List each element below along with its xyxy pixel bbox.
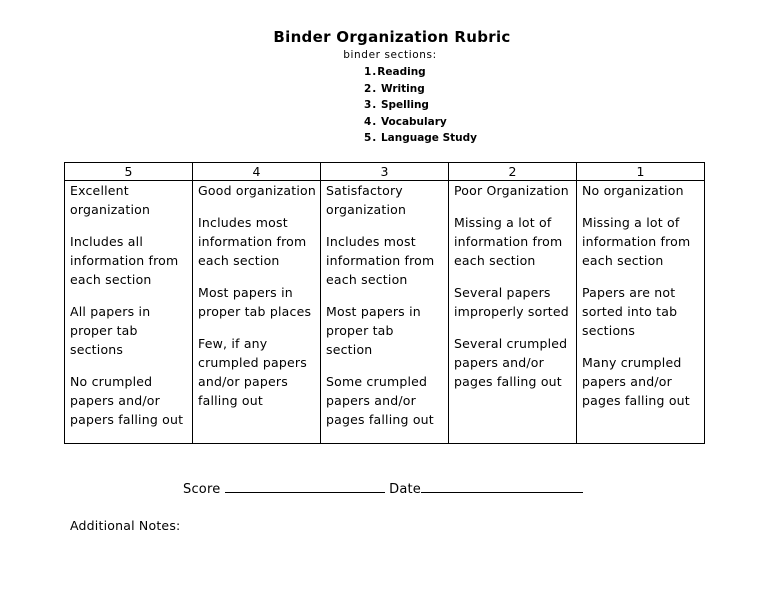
score-header-3: 3 (321, 163, 449, 181)
score-header-1: 1 (577, 163, 705, 181)
criterion-text: Few, if any crumpled papers and/or papers falling out (198, 336, 307, 408)
section-number: 3. (364, 99, 378, 112)
binder-sections-list (364, 64, 477, 147)
section-number: 5. (364, 132, 378, 145)
criterion-text: No organization (582, 183, 684, 198)
criterion-text: Good organization (198, 183, 317, 198)
section-item (364, 114, 477, 131)
section-number: 1. (364, 66, 378, 78)
criterion-text: Several crumpled papers and/or pages falling out (454, 336, 568, 389)
section-name: Spelling (380, 99, 429, 112)
criterion-text: Some crumpled papers and/or pages falling out (326, 374, 434, 427)
criterion-text: Missing a lot of information from each section (582, 215, 691, 268)
criteria-cell-1 (577, 181, 705, 444)
section-item (364, 97, 477, 114)
section-number: 4. (364, 115, 378, 128)
section-item (364, 64, 477, 81)
criterion-text: Missing a lot of information from each section (454, 215, 563, 268)
section-number: 2. (364, 82, 378, 95)
criteria-cell-2 (449, 181, 577, 444)
score-header-4: 4 (193, 163, 321, 181)
additional-notes-label: Additional Notes: (70, 518, 181, 533)
criterion-text: Many crumpled papers and/or pages falling out (582, 355, 690, 408)
criterion-text: No crumpled papers and/or papers falling out (70, 374, 184, 427)
criterion-text: Papers are not sorted into tab sections (582, 285, 678, 338)
score-blank[interactable] (225, 480, 385, 493)
criterion-text: Most papers in proper tab places (198, 285, 312, 319)
rubric-criteria-row (65, 181, 705, 444)
score-header-5: 5 (65, 163, 193, 181)
criterion-text: Includes most information from each section (198, 215, 307, 268)
criterion-text: Several papers improperly sorted (454, 285, 569, 319)
rubric-header-row (65, 163, 705, 181)
score-date-line (183, 480, 583, 497)
section-item (364, 81, 477, 98)
section-name: Vocabulary (380, 115, 447, 128)
criterion-text: Most papers in proper tab section (326, 304, 421, 357)
score-label: Score (183, 482, 221, 497)
rubric-table (64, 162, 705, 444)
criteria-cell-4 (193, 181, 321, 444)
criteria-cell-5 (65, 181, 193, 444)
section-name: Writing (380, 82, 425, 95)
criterion-text: Includes most information from each section (326, 234, 435, 287)
date-label: Date (389, 482, 421, 497)
section-name: Reading (377, 66, 426, 78)
criterion-text: Excellent organization (70, 183, 151, 217)
criterion-text: Poor Organization (454, 183, 569, 198)
criterion-text: Includes all information from each section (70, 234, 179, 287)
date-blank[interactable] (421, 480, 583, 493)
document-title: Binder Organization Rubric (273, 28, 511, 46)
score-header-2: 2 (449, 163, 577, 181)
sections-subtitle: binder sections: (343, 49, 437, 61)
section-name: Language Study (380, 132, 477, 145)
criteria-cell-3 (321, 181, 449, 444)
criterion-text: Satisfactory organization (326, 183, 407, 217)
section-item (364, 130, 477, 147)
criterion-text: All papers in proper tab sections (70, 304, 151, 357)
